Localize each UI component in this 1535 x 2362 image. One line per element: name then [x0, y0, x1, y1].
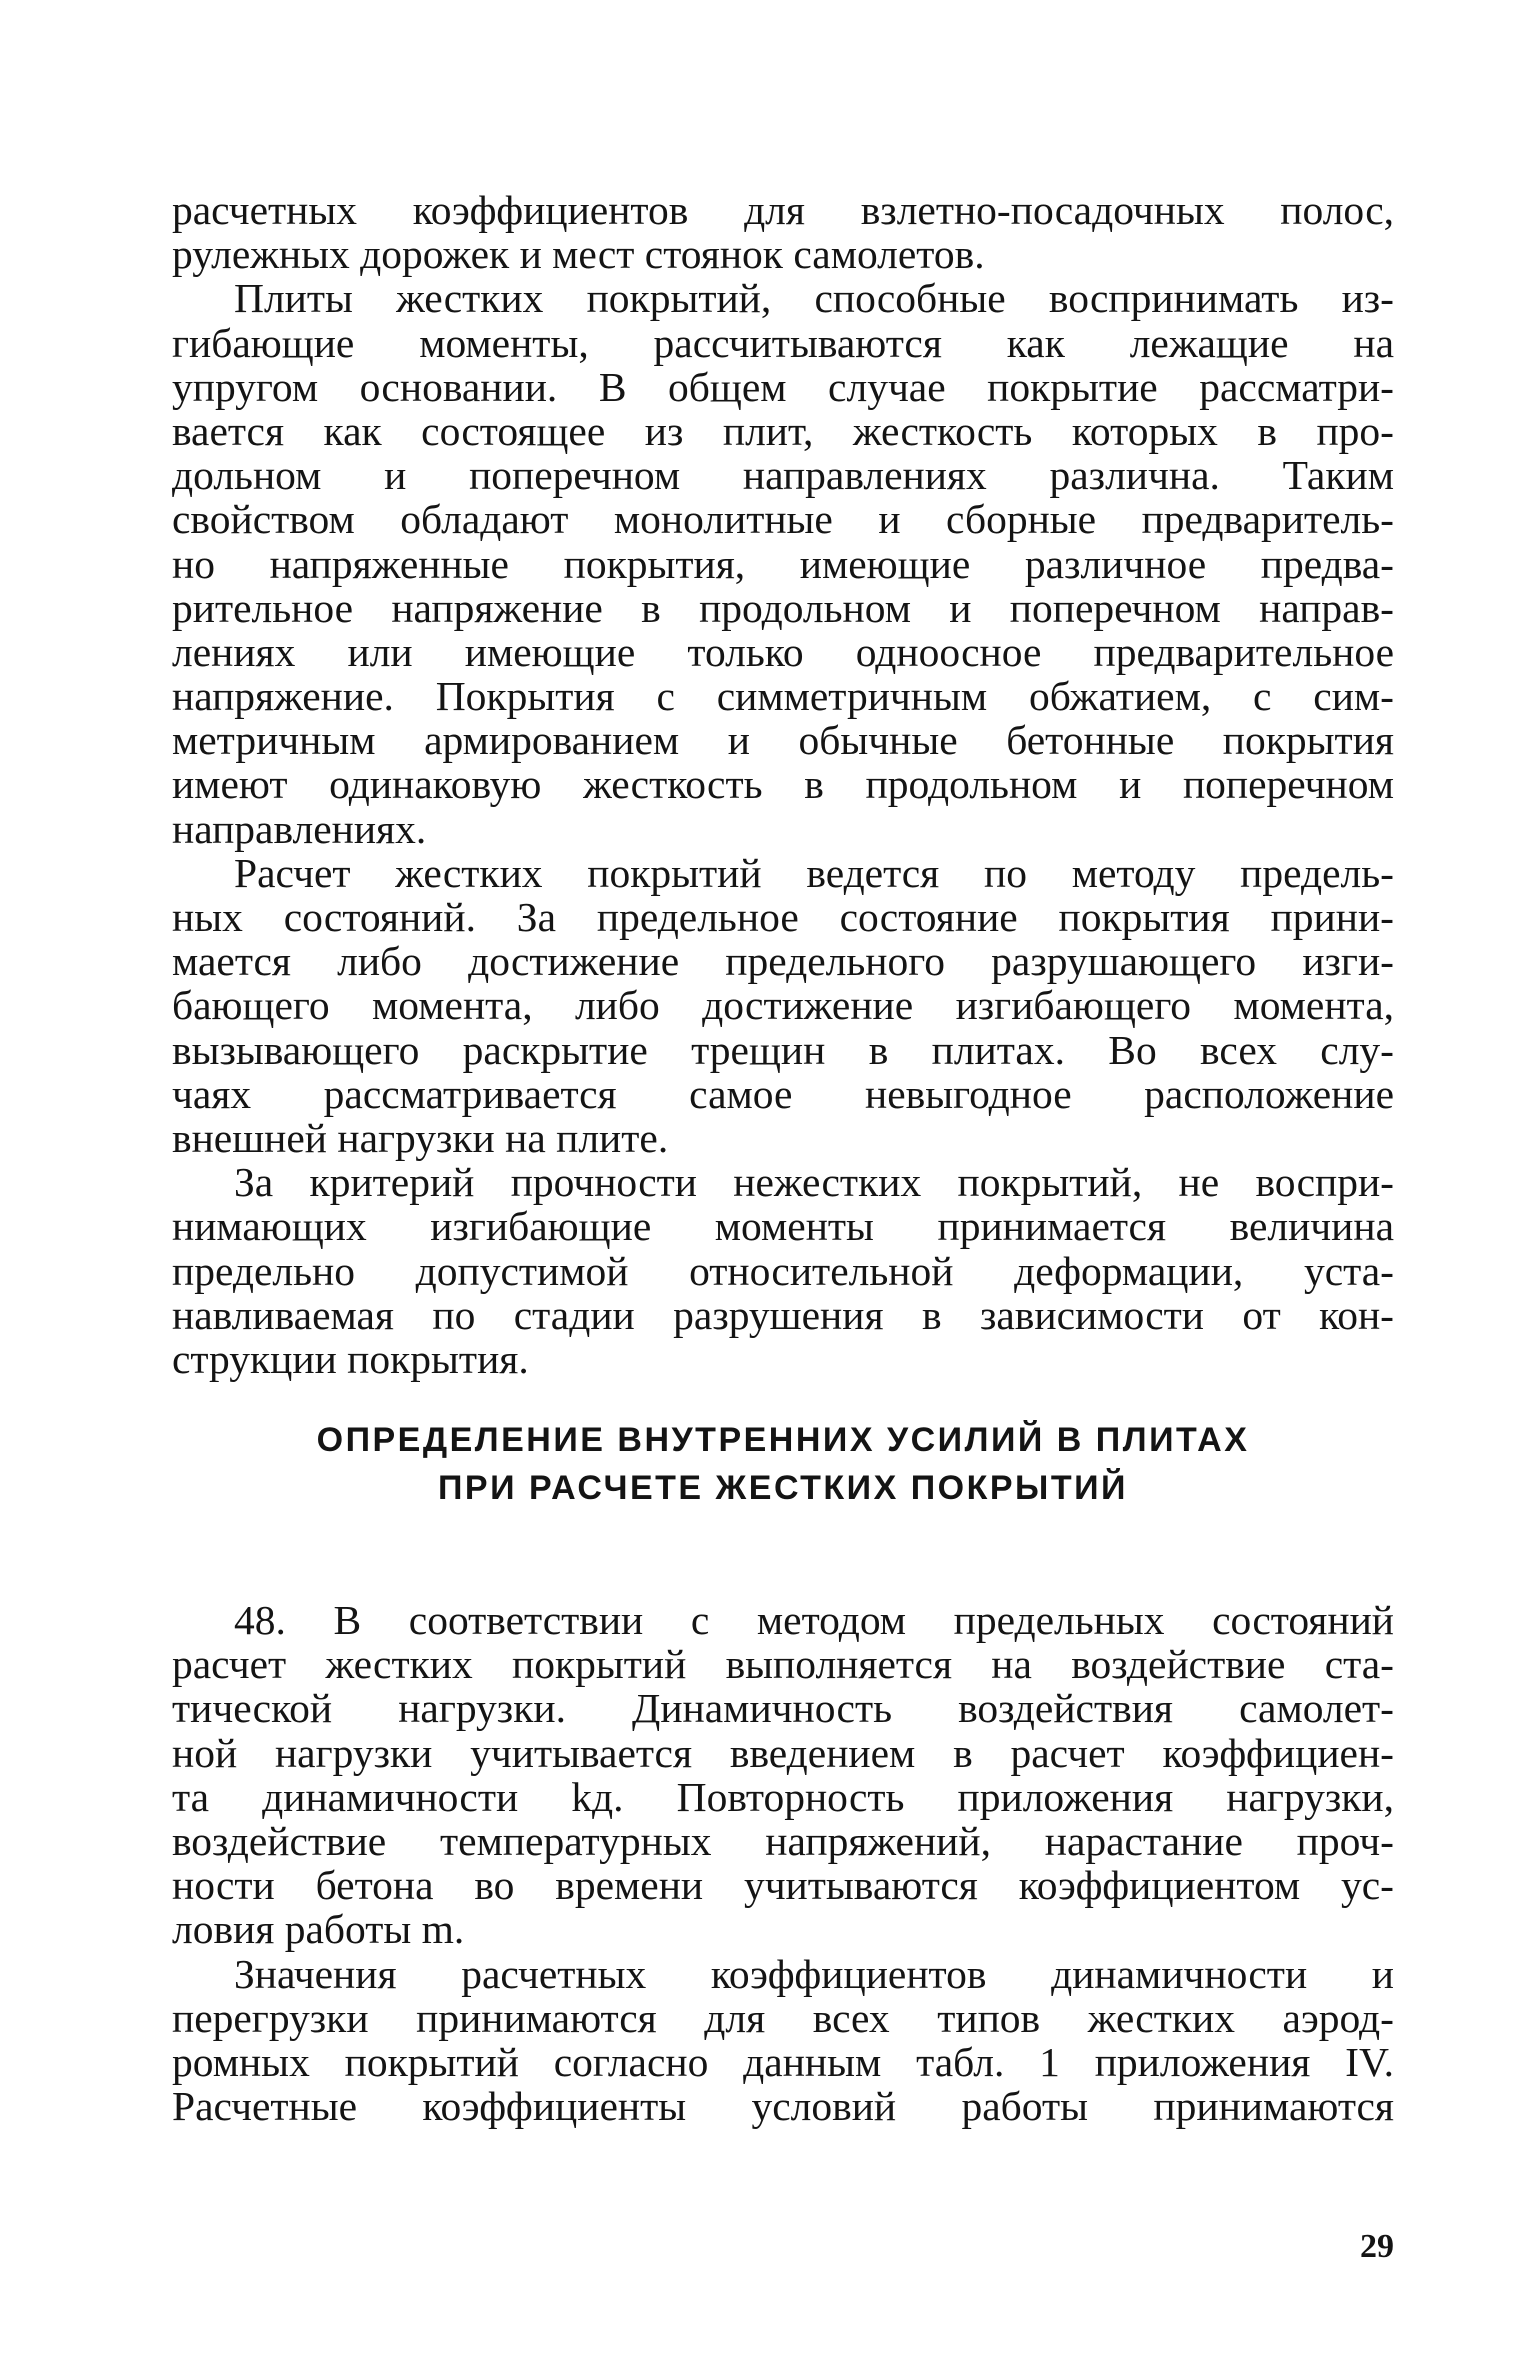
- text-line: метричным армированием и обычные бетонные покрытия: [172, 717, 1394, 764]
- section-heading-line-1: ОПРЕДЕЛЕНИЕ ВНУТРЕННИХ УСИЛИЙ В ПЛИТАХ: [316, 1421, 1250, 1459]
- text-line: ловия работы m.: [172, 1906, 465, 1953]
- text-line: За критерий прочности нежестких покрытий, не воспри-: [234, 1159, 1394, 1206]
- text-line: имеют одинаковую жесткость в продольном и поперечном: [172, 761, 1394, 808]
- text-line: нимающих изгибающие моменты принимается величина: [172, 1203, 1394, 1250]
- text-line: чаях рассматривается самое невыгодное расположение: [172, 1070, 1394, 1117]
- text-line: напряжение. Покрытия с симметричным обжатием, с сим-: [172, 673, 1394, 720]
- text-line: свойством обладают монолитные и сборные предваритель-: [172, 496, 1394, 543]
- text-line: расчетных коэффициентов для взлетно-посадочных полос,: [172, 187, 1394, 233]
- text-line: рительное напряжение в продольном и поперечном направ-: [172, 584, 1394, 631]
- text-line: струкции покрытия.: [172, 1335, 529, 1382]
- text-line: предельно допустимой относительной деформации, уста-: [172, 1247, 1394, 1294]
- text-line: 48. В соответствии с методом предельных состояний: [234, 1597, 1394, 1643]
- section-heading-line-2: ПРИ РАСЧЕТЕ ЖЕСТКИХ ПОКРЫТИЙ: [437, 1469, 1128, 1507]
- text-line: бающего момента, либо достижение изгибающего момента,: [172, 982, 1394, 1029]
- text-line: но напряженные покрытия, имеющие различное предва-: [172, 540, 1394, 587]
- text-line: та динамичности kд. Повторность приложения нагрузки,: [172, 1773, 1394, 1820]
- text-line: вается как состоящее из плит, жесткость которых в про-: [172, 407, 1394, 454]
- text-line: перегрузки принимаются для всех типов жестких аэрод-: [172, 1994, 1394, 2041]
- text-block-upper: [172, 188, 1394, 1381]
- text-line: внешней нагрузки на плите.: [172, 1114, 669, 1161]
- text-line: дольном и поперечном направлениях различна. Таким: [172, 452, 1394, 499]
- text-line: рулежных дорожек и мест стоянок самолетов.: [172, 231, 985, 278]
- text-line: мается либо достижение предельного разрушающего изги-: [172, 938, 1394, 985]
- text-line: упругом основании. В общем случае покрытие рассматри-: [172, 363, 1394, 410]
- text-line: воздействие температурных напряжений, нарастание проч-: [172, 1817, 1394, 1864]
- text-line: направлениях.: [172, 805, 427, 852]
- text-line: Расчетные коэффициенты условий работы принимаются: [172, 2083, 1394, 2130]
- text-line: Плиты жестких покрытий, способные воспринимать из-: [234, 275, 1394, 322]
- page-number: 29: [1360, 2228, 1394, 2265]
- text-line: вызывающего раскрытие трещин в плитах. Во всех слу-: [172, 1026, 1394, 1073]
- text-line: Значения расчетных коэффициентов динамичности и: [234, 1950, 1394, 1997]
- text-line: лениях или имеющие только одноосное предварительное: [172, 628, 1394, 675]
- text-line: ности бетона во времени учитываются коэффициентом ус-: [172, 1862, 1394, 1909]
- text-line: тической нагрузки. Динамичность воздействия самолет-: [172, 1685, 1394, 1732]
- text-line: расчет жестких покрытий выполняется на воздействие ста-: [172, 1641, 1394, 1688]
- text-line: навливаемая по стадии разрушения в зависимости от кон-: [172, 1291, 1394, 1338]
- text-line: ной нагрузки учитывается введением в расчет коэффициен-: [172, 1729, 1394, 1776]
- text-line: Расчет жестких покрытий ведется по методу предель-: [234, 849, 1394, 896]
- text-line: ных состояний. За предельное состояние покрытия прини-: [172, 894, 1394, 940]
- text-line: ромных покрытий согласно данным табл. 1 приложения IV.: [172, 2038, 1394, 2085]
- text-line: гибающие моменты, рассчитываются как лежащие на: [172, 319, 1394, 366]
- text-block-lower: [172, 1598, 1394, 2128]
